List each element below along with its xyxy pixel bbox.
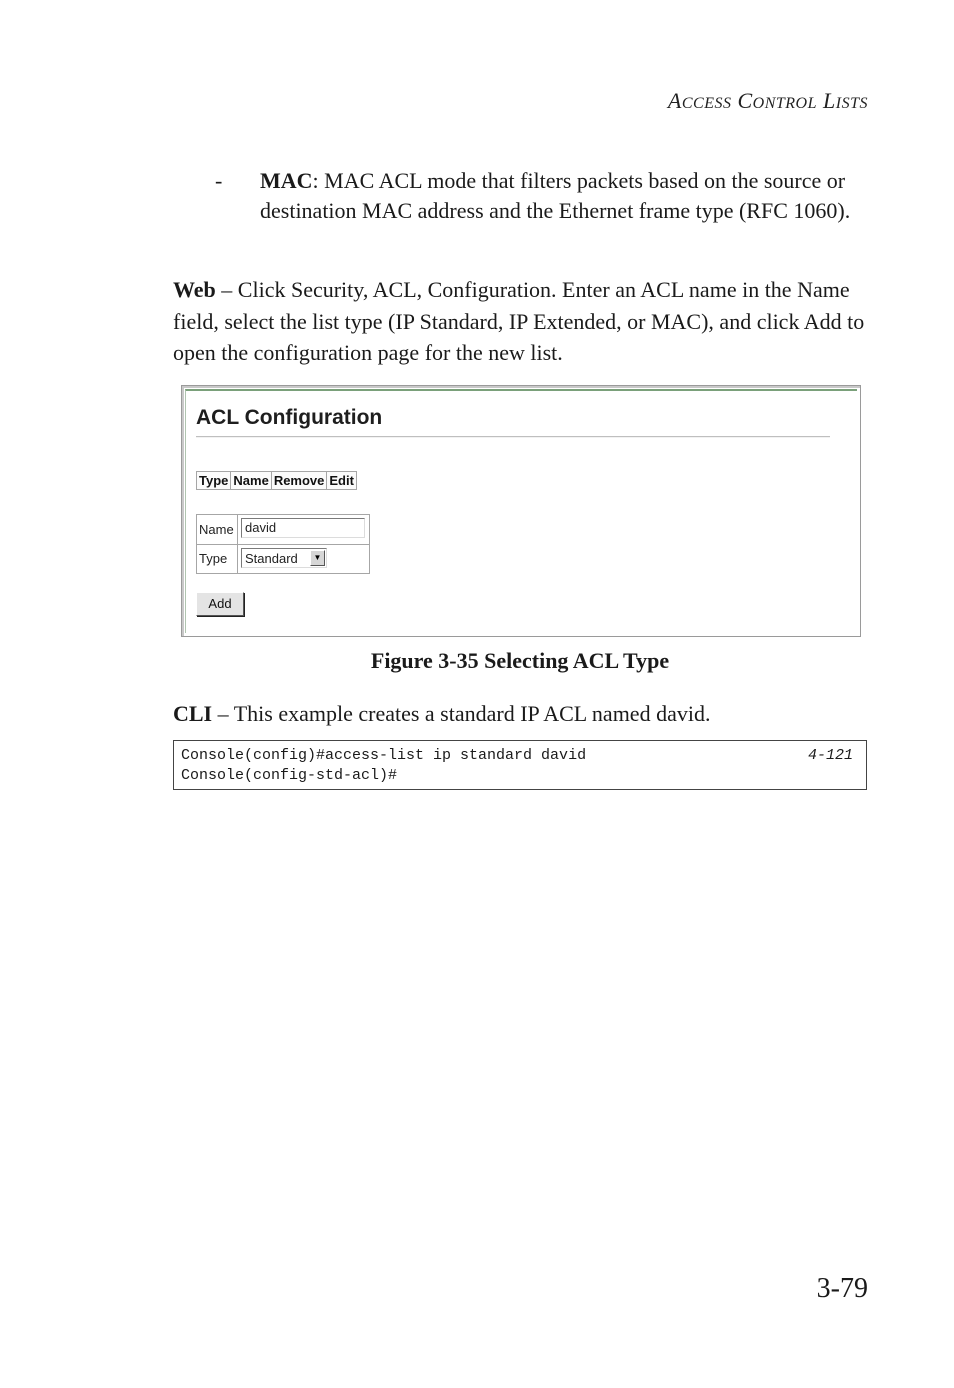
- code-block: [173, 740, 867, 790]
- type-label: Type: [199, 551, 228, 566]
- name-label: Name: [199, 522, 234, 537]
- add-button[interactable]: Add: [196, 592, 244, 616]
- column-header-type: Type: [197, 472, 231, 490]
- bullet-term: MAC: [260, 168, 313, 193]
- bullet-text: [260, 166, 875, 226]
- chevron-down-icon[interactable]: ▼: [310, 550, 325, 566]
- acl-list-table: [196, 471, 357, 490]
- acl-config-title: ACL Configuration: [196, 406, 383, 429]
- row-separator: [237, 544, 238, 573]
- running-head-rest: ONTROL: [752, 95, 818, 112]
- cli-text: – This example creates a standard IP ACL named david.: [212, 701, 711, 726]
- column-header-edit: Edit: [327, 472, 357, 490]
- bullet-dash: -: [215, 168, 223, 193]
- code-text: Console(config-std-acl)#: [181, 767, 398, 784]
- cli-paragraph: [173, 698, 868, 730]
- web-label: Web: [173, 277, 216, 302]
- name-input[interactable]: david: [241, 518, 365, 538]
- column-header-remove: Remove: [271, 472, 327, 490]
- figure-caption: Figure 3-35 Selecting ACL Type: [370, 648, 670, 673]
- name-row: [197, 515, 369, 545]
- table-header-row: [197, 472, 357, 490]
- type-select-value: Standard: [245, 551, 298, 566]
- running-head-rest: CCESS: [681, 95, 732, 112]
- running-head-cap: L: [823, 88, 836, 113]
- bullet-item: [215, 166, 875, 226]
- acl-configuration-screenshot: [181, 385, 861, 637]
- running-head-cap: A: [667, 88, 682, 113]
- page-number: 3-79: [816, 1273, 868, 1304]
- code-line: [181, 766, 859, 786]
- code-text: Console(config)#access-list ip standard david: [181, 747, 587, 764]
- code-line: [181, 746, 859, 766]
- type-select[interactable]: [241, 548, 327, 568]
- web-text: – Click Security, ACL, Configuration. Enter an ACL name in the Name field, select the list type (IP Standard, IP Extended, or MAC), and click Add to open the configuration page for the new list.: [173, 277, 865, 365]
- title-divider: [196, 436, 830, 438]
- acl-form: [196, 514, 370, 574]
- column-header-name: Name: [231, 472, 271, 490]
- code-reference: 4-121: [807, 747, 853, 764]
- web-paragraph: [173, 274, 868, 369]
- running-head-rest: ISTS: [835, 95, 868, 112]
- running-head-cap: C: [737, 88, 753, 113]
- type-row: [197, 544, 369, 573]
- cli-label: CLI: [173, 701, 213, 726]
- running-head: [668, 88, 868, 114]
- row-separator: [237, 515, 238, 544]
- bullet-description: : MAC ACL mode that filters packets based on the source or destination MAC address and the Ethernet frame type (RFC 1060).: [260, 168, 851, 223]
